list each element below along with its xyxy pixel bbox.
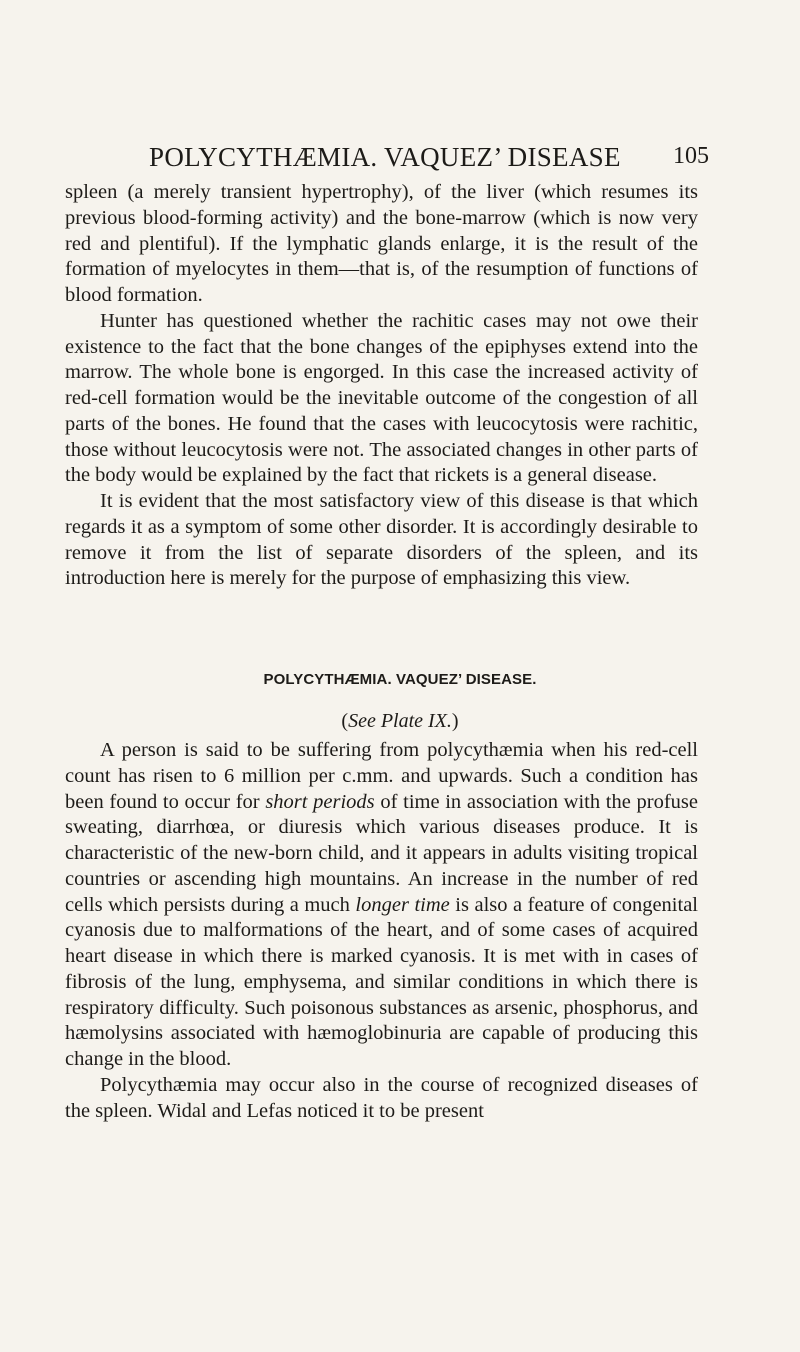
paragraph: It is evident that the most satisfactory view of this disease is that which regards it as a symptom of some other disorder. It is accordingly desirable to remove it from the list of separate disorders of the spleen, and its introduction here is merely for the purpose of emphasizing this view. — [65, 490, 698, 590]
emphasis: short periods — [265, 790, 375, 813]
page-number: 105 — [673, 143, 709, 169]
paragraph: spleen (a merely transient hypertrophy), of the liver (which resumes its previous blood-forming activity) and the bone-marrow (which is now very red and plentiful). If the lymphatic glands enlarge, it is the result of the formation of myelocytes in them—that is, of the resumption of functions of blood formation. — [65, 181, 698, 306]
text-run: A person is said to be suffering from polycythæmia when his red-cell count has risen to 6 million per c.mm. and upwards. Such a condition has been found to occur for — [65, 739, 698, 813]
paragraph: Polycythæmia may occur also in the course of recognized diseases of the spleen. Widal and Lefas noticed it to be present — [65, 1073, 698, 1122]
paren-close: ) — [451, 710, 459, 732]
paren-open: ( — [341, 710, 349, 732]
text-run: of time in association with the profuse sweating, diarrhœa, or diuresis which various diseases produce. It is characteristic of the new-born child, and it appears in adults visiting tropical countries or ascending high mountains. An increase in the number of red cells which persists during a much — [65, 790, 698, 916]
section-heading: POLYCYTHÆMIA. VAQUEZ’ DISEASE. — [263, 671, 537, 688]
paragraph: Hunter has questioned whether the rachitic cases may not owe their existence to the fact that the bone changes of the epiphyses extend into the marrow. The whole bone is engorged. In this case the increased activity of red-cell formation would be the inevitable outcome of the congestion of all parts of the bones. He found that the cases with leucocytosis were rachitic, those without leucocytosis were not. The associated changes in other parts of the body would be explained by the fact that rickets is a general disease. — [65, 309, 698, 487]
plate-reference — [0, 710, 800, 733]
emphasis: longer time — [355, 893, 450, 916]
paragraph — [65, 738, 698, 1073]
body-text-top — [65, 180, 698, 592]
body-text-bottom — [65, 738, 698, 1124]
running-head — [149, 142, 709, 182]
running-title: POLYCYTHÆMIA. VAQUEZ’ DISEASE — [149, 142, 621, 172]
plate-reference-text: See Plate IX. — [348, 710, 452, 732]
text-run: is also a feature of congenital cyanosis due to malformations of the heart, and of some cases of acquired heart disease in which there is marked cyanosis. It is met with in cases of fibrosis of the lung, emphysema, and similar conditions in which there is respiratory difficulty. Such poisonous substances as arsenic, phosphorus, and hæmolysins associated with hæmoglobinuria are capable of producing this change in the blood. — [65, 893, 698, 1070]
